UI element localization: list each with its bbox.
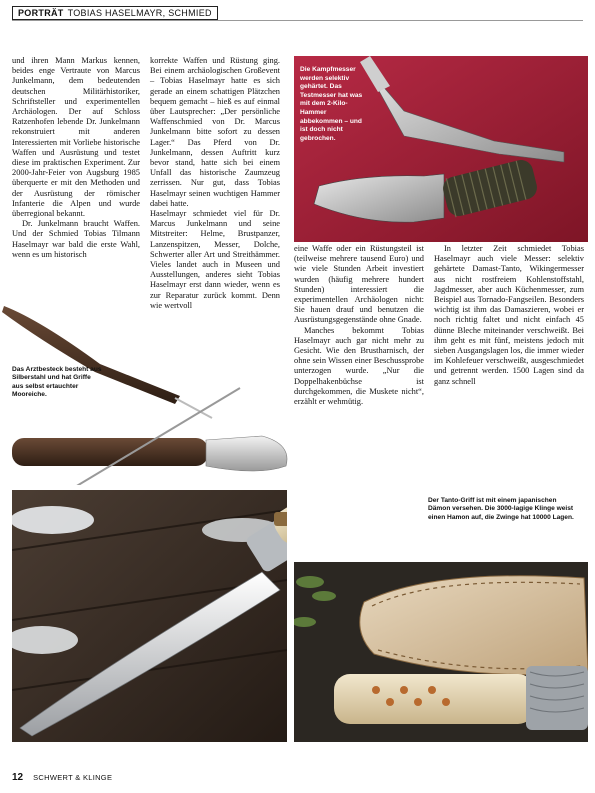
tanto-knife-illustration	[12, 490, 287, 742]
text-column-1	[12, 56, 140, 260]
handle-sheath-illustration	[294, 562, 588, 742]
text-column-4	[434, 244, 584, 387]
magazine-name: SCHWERT & KLINGE	[33, 773, 113, 782]
caption-tanto: Der Tanto-Griff ist mit einem japanischen Dämon versehen. Die 3000-lagige Klinge weist einen Hamon auf, die Zwinge hat 10000 Lagen.	[428, 497, 574, 521]
paragraph: In letzter Zeit schmiedet Tobias Haselmayr auch viele Messer: selektiv gehärtete Damast-Tanto, Wikingermesser aus nicht rostfreiem Kohlenstoffstahl, Jagdmesser, aber auch Küchenmesser, zum Beispiel aus Tornado-Fangseilen. Besonders wichtig ist ihm das Damaszieren, wobei er noch richtig faltet und nicht einfach 45 dünne Bleche miteinander verschweißt. Bei ihm geht es mit fünf, meistens jedoch mit sieben Ausgangslagen los, die immer wieder im Kohlefeuer verschweißt, ausgeschmiedet und getrennt werden. 1500 Lagen sind da ganz schnell	[434, 244, 584, 386]
photo-tanto-handle-sheath	[294, 562, 588, 742]
paragraph: eine Waffe oder ein Rüstungsteil ist (teilweise mehrere tausend Euro) und wie viele Stunden Arbeit investiert wurden (häufig mehrere hundert Stunden) interessiert die experimentellen Archäologen nicht: Sie hauen drauf und benutzen die Ausrüstungsgegenstände ohne Gnade.	[294, 244, 424, 325]
paragraph: und ihren Mann Markus kennen, beides enge Vertraute von Marcus Junkelmann, dem bedeutenden deutschen Militärhistoriker, Schriftsteller und experimentellen Archäologen. Der auf Schloss Ratzenhofen lebende Dr. Junkelmann rekonstruiert mit anderen Interessierten mit Vorliebe historische Waffen und Ausrüstung und testet diese im praktischen Experiment. Zur 2000-Jahr-Feier von Augsburg 1985 überquerte er mit den Methoden und der Ausrüstung der römischer Infanterie die Alpen und wurde überregional bekannt.	[12, 56, 140, 219]
paragraph: Haselmayr schmiedet viel für Dr. Marcus Junkelmann und seine Mitstreiter: Helme, Brustpanzer, Lanzenspitzen, Messer, Dolche, Schwerter aller Art und Streithämmer. Vieles landet auch in Museen und Ausstellungen, anderes sieht Tobias Haselmayr erst dann wieder, wenn es zur Reparatur zurück kommt. Denn wie wertvoll	[150, 209, 280, 310]
text-column-2	[150, 56, 280, 311]
header-rule	[12, 20, 583, 21]
paragraph: korrekte Waffen und Rüstung ging. Bei einem archäologischen Großevent – Tobias Haselmayr hatte es sich gerade an einem schattigen Plätzchen bequem gemacht – hieß es auf einmal über Lautsprecher: „Der persönliche Waffenschmied von Dr. Marcus Junkelmann bitte sofort zu dessen Lager.“ Das Pferd von Dr. Junkelmann, dessen Auftritt kurz bevor stand, hatte sich bei einem Unfall das historische Zaumzeug zerrissen. Nur gut, dass Tobias Haselmayr seinen wuchtigen Hammer dabei hatte.	[150, 56, 280, 208]
header-box	[12, 6, 218, 20]
caption-physician-instruments: Das Arztbesteck besteht aus Silberstahl und hat Griffe aus selbst ertauchter Mooreiche.	[12, 366, 102, 399]
photo-physician-instruments	[0, 300, 295, 485]
header-section: PORTRÄT	[18, 7, 64, 18]
paragraph: Manches bekommt Tobias Haselmayr auch gar nicht mehr zu Gesicht. Wie den Brustharnisch, der ohne sein Wissen einer Beschussprobe unterzogen wurde. „Nur die Doppelhakenbüchse ist durchgekommen, die Muskete nicht“, erzählt er wehmütig.	[294, 325, 424, 407]
page-number: 12	[12, 772, 24, 783]
photo-combat-knives	[294, 56, 588, 242]
caption-combat-knives: Die Kampfmesser werden selektiv gehärtet. Das Testmesser hat was mit dem 2-Kilo-Hammer abbekommen – und ist doch nicht gebrochen.	[300, 66, 363, 142]
page-footer	[12, 772, 112, 783]
photo-tanto-knife	[12, 490, 287, 742]
running-header	[12, 6, 218, 19]
header-title: TOBIAS HASELMAYR, SCHMIED	[67, 7, 212, 18]
text-column-3	[294, 244, 424, 407]
paragraph: Dr. Junkelmann braucht Waffen. Und der Schmied Tobias Tilmann Haselmayr war bald die erste Wahl, wenn es um historisch	[12, 219, 140, 259]
